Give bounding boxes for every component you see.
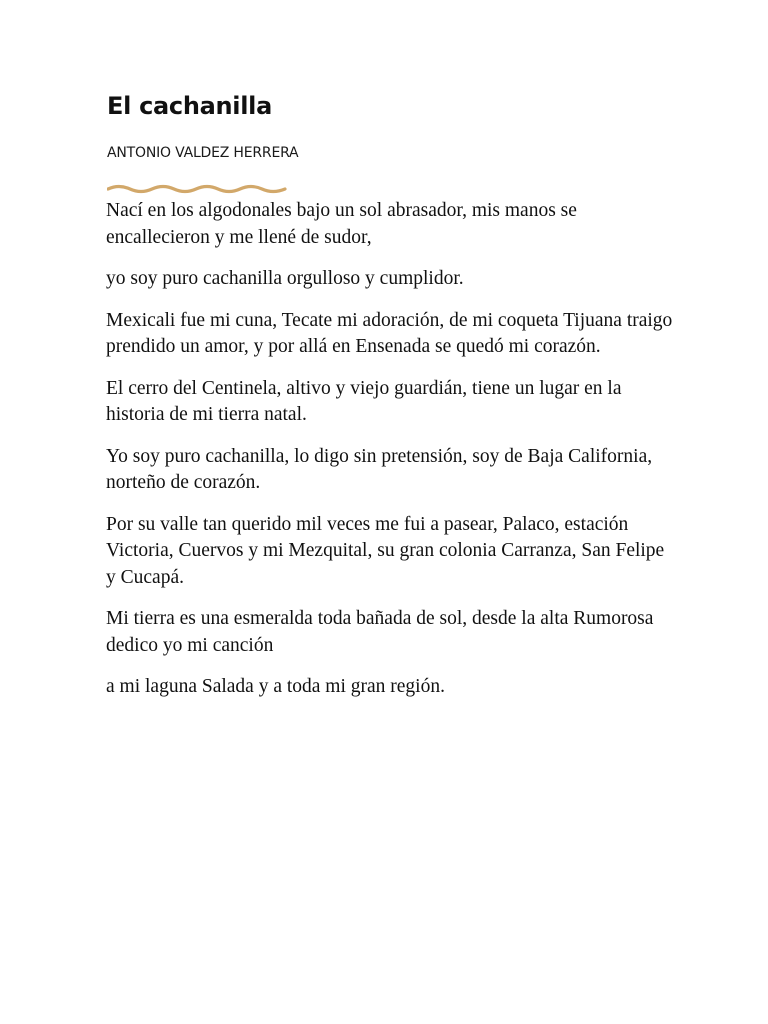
poem-author: ANTONIO VALDEZ HERRERA	[107, 145, 299, 161]
wavy-divider-ornament	[107, 183, 287, 195]
poem-paragraph-4: El cerro del Centinela, altivo y viejo guardián, tiene un lugar en la historia de mi tierra natal.	[106, 377, 622, 425]
poem-paragraph-7: Mi tierra es una esmeralda toda bañada de sol, desde la alta Rumorosa dedico yo mi canción	[106, 608, 654, 656]
poem-paragraph-8: a mi laguna Salada y a toda mi gran región.	[106, 676, 445, 697]
poem-paragraph-3: Mexicali fue mi cuna, Tecate mi adoración, de mi coqueta Tijuana traigo prendido un amor, y por allá en Ensenada se quedó mi corazón.	[106, 309, 673, 357]
poem-title: El cachanilla	[107, 92, 272, 120]
poem-paragraph-2: yo soy puro cachanilla orgulloso y cumplidor.	[106, 268, 464, 289]
poem-paragraph-5: Yo soy puro cachanilla, lo digo sin pretensión, soy de Baja California, norteño de corazón.	[106, 445, 653, 493]
poem-body	[106, 198, 676, 716]
poem-paragraph-6: Por su valle tan querido mil veces me fui a pasear, Palaco, estación Victoria, Cuervos y mi Mezquital, su gran colonia Carranza, San Felipe y Cucapá.	[106, 513, 665, 588]
poem-paragraph-1: Nací en los algodonales bajo un sol abrasador, mis manos se encallecieron y me llené de sudor,	[106, 200, 577, 248]
